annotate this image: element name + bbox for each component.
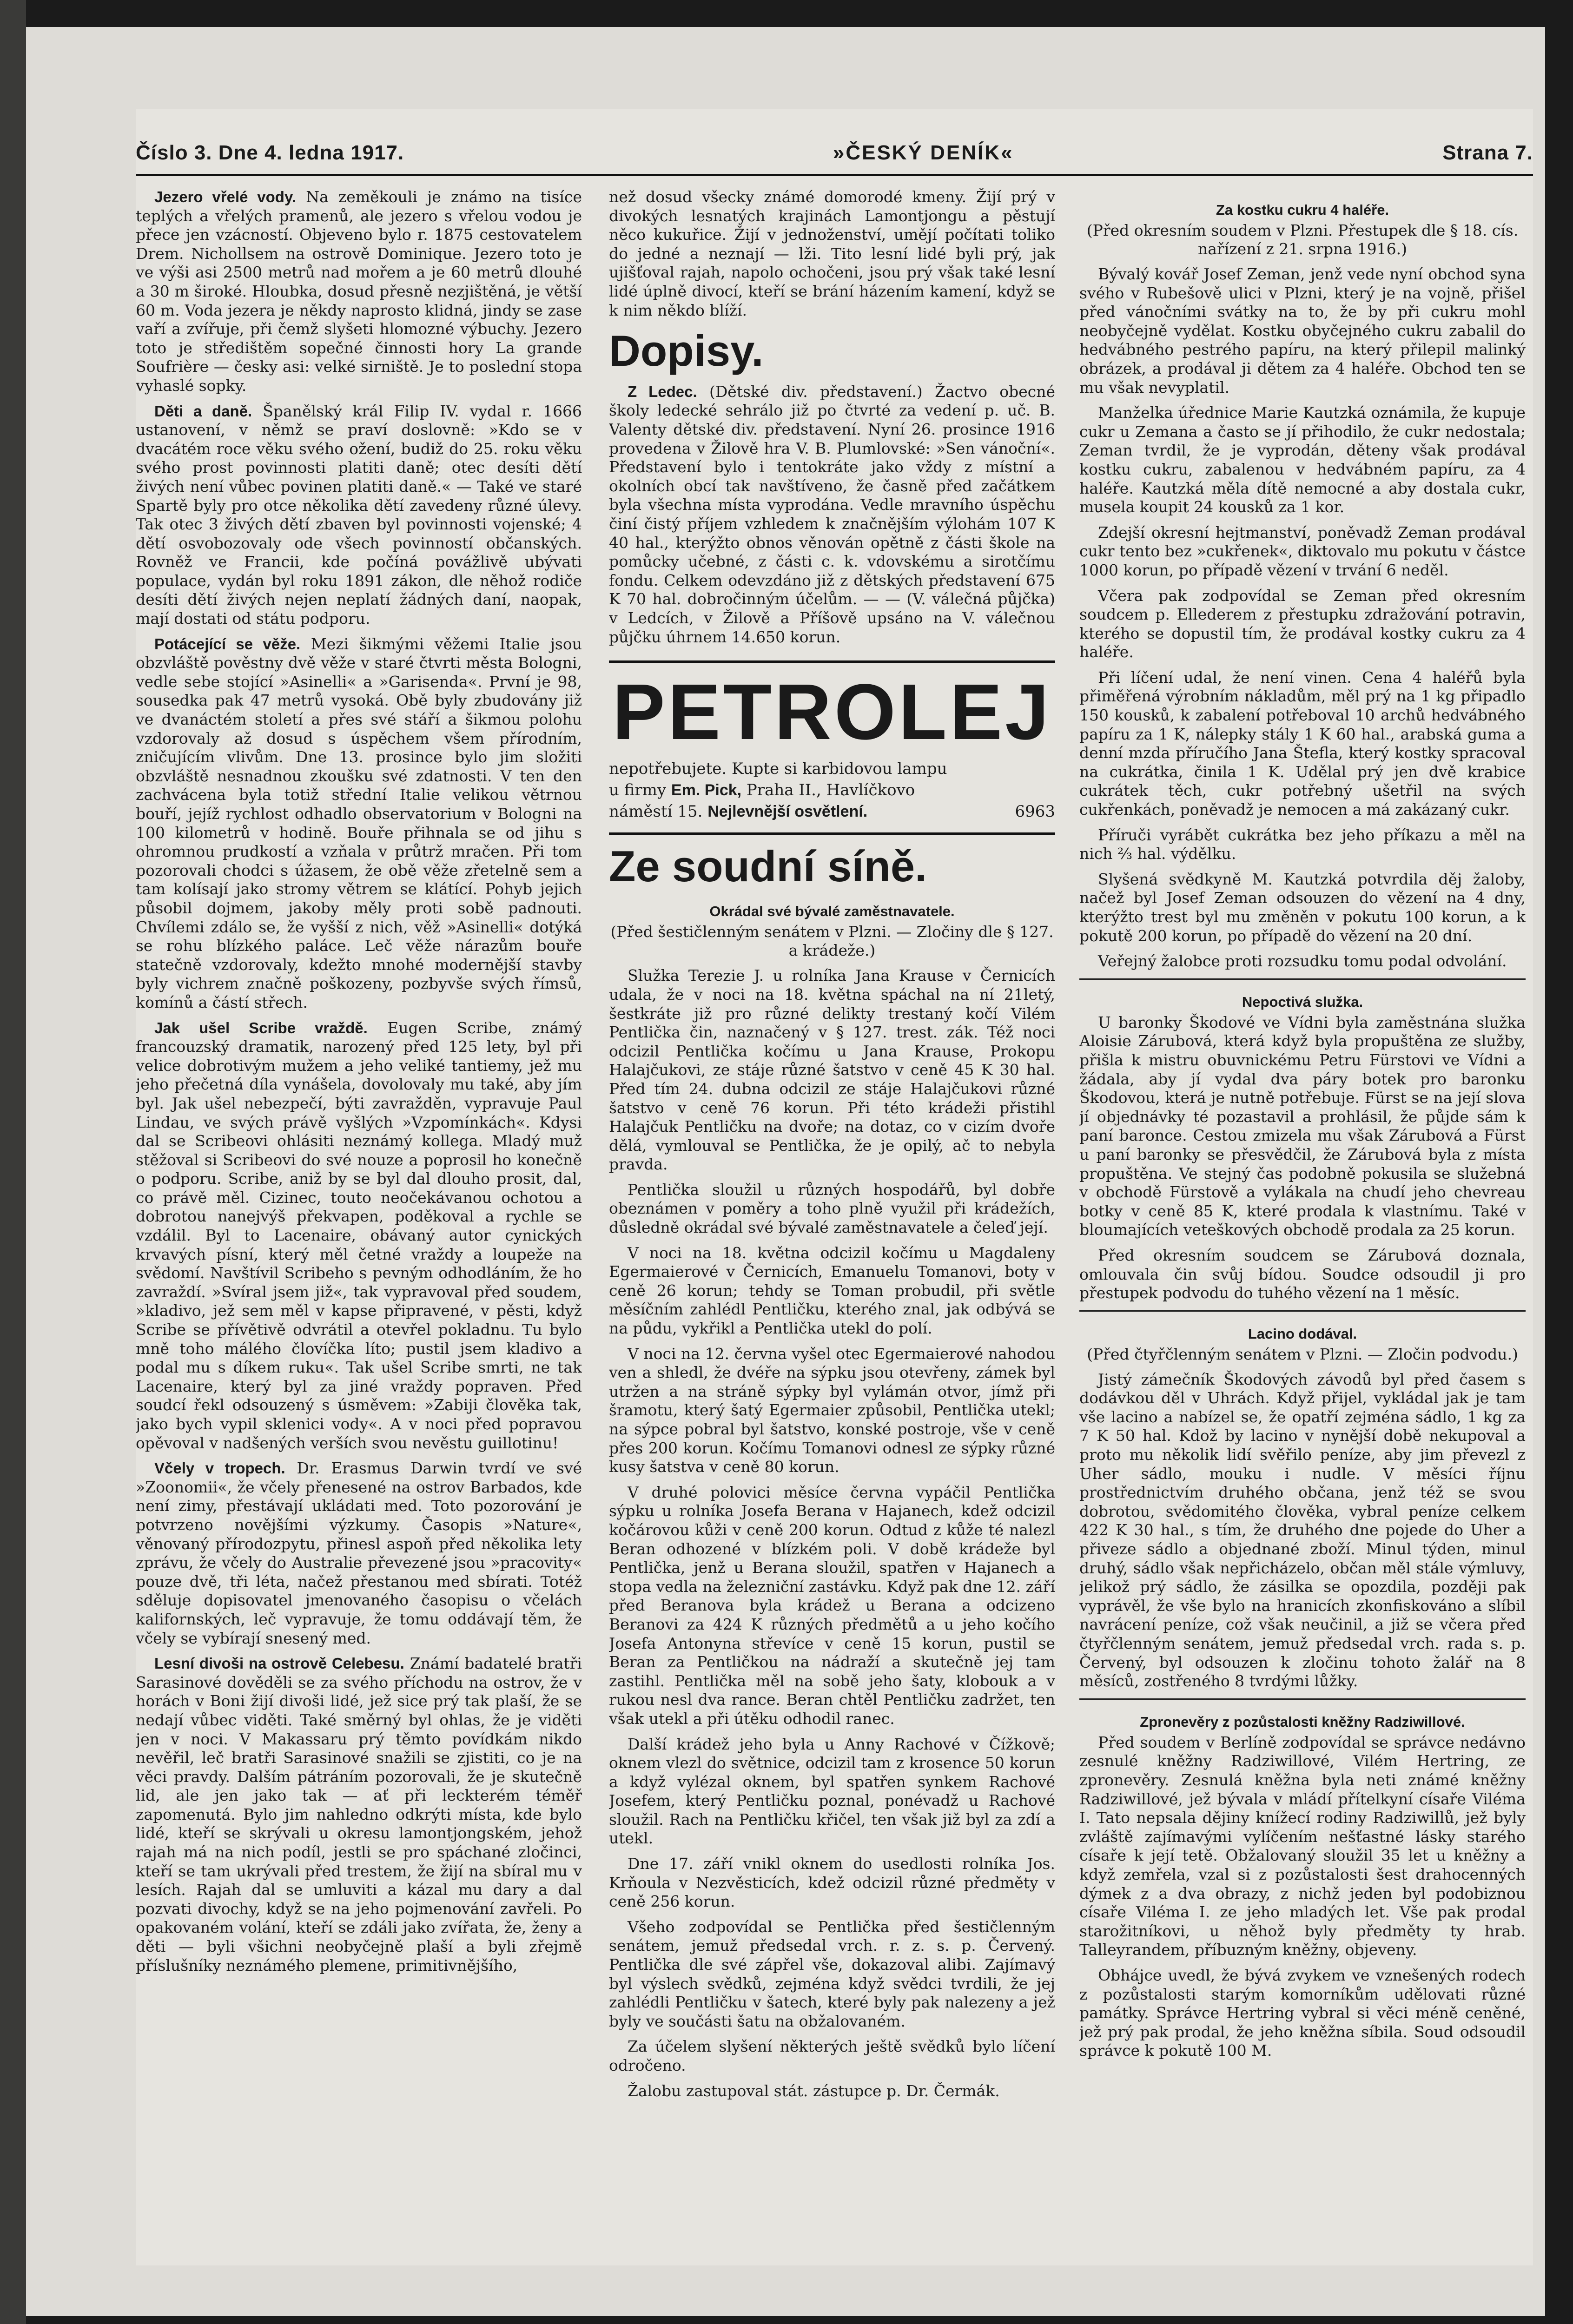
ad-text (609, 758, 1055, 822)
court-paragraph: Dne 17. září vnikl oknem do usedlosti rolníka Jos. Krňoula v Nezvěsticích, kdež odcizil různé předměty v ceně 256 korun. (609, 1855, 1055, 1911)
article-short (136, 635, 582, 1012)
article-lead: Potácející se věže. (154, 635, 301, 653)
article-paragraph: Při líčení udal, že není vinen. Cena 4 haléřů byla přiměřená výrobním nákladům, měl prý na 1 kg připadlo 150 kousků, k zabalení potřeboval 10 archů hedvábného papíru za 1 K, nálepky stály 1 K 60 hal., arabská guma a denní mzda příručího Jana Štefla, který kostky spracoval na cukrátka, činila 1 K. Udělal prý jen dvě krabice cukrátek těch, cukr potřebný ušetřil na svých cukřenkách, poněvadž je nemocen a má zakázaný cukr. (1079, 668, 1526, 819)
article-paragraph: Bývalý kovář Josef Zeman, jenž vede nyní obchod syna svého v Rubešově ulici v Plzni, který je na vojně, přišel před vánočními svátky na to, že by při cukru mohl neobyčejně vydělat. Kostku obyčejného cukru zabalil do hedvábného pestrého papíru, na který přilepil malinký obrázek, a prodával ji dětem za 4 haléře. Obchod ten se mu však nevyplatil. (1079, 265, 1526, 396)
article-paragraph: Před soudem v Berlíně zodpovídal se správce nedávno zesnulé kněžny Radziwillové, Vilém Hertring, ze zpronevěry. Zesnulá kněžna byla neti známé kněžny Radziwillové, jež bývala v mládí přítelkyní císaře Viléma I. Tato nepsala dějiny knížecí rodiny Radziwillů, jež byly zvláště zajímavými vylíčením nešťastné lásky starého císaře k její tetě. Obžalovaný sloužil 35 let u kněžny a když zemřela, vzal si z pozůstalosti šest drahocenných dýmek z a dva obrazy, z nichž jeden byl podobiznou císaře Viléma I. ze jeho mladých let. Vše pak prodal starožitníkovi, u něhož byly předměty ty hrab. Talleyrandem, příbuzným kněžny, objeveny. (1079, 1733, 1526, 1959)
article-paragraph: Manželka úřednice Marie Kautzká oznámila, že kupuje cukr u Zemana a často se jí přihodilo, že cukr nedostala; Zeman tvrdil, že je vyprodán, děteny však prodával kostku cukru, zabalenou v hedvábném papíru, za 4 haléře. Kautzká měla dítě nemocné a aby dostala cukr, musela koupit 24 kousků za 1 kor. (1079, 403, 1526, 516)
article-text: Mezi šikmými věžemi Italie jsou obzvláště pověstny dvě věže v staré čtvrti města Bologni, vedle sebe stojící »Asinelli« a »Garisenda«. První je 98, sousedka pak 47 metrů vysoká. Obě byly zbudovány již ve dvanáctém století a přes své stáří a šikmou polohu vzdorovaly až dosud s úspěchem všem přírodním, zničujícím vlivům. Dne 13. prosince bylo jim složiti obzvláště nesnadnou zkoušku své zdatnosti. V ten den zachvácena byla totiž střední Italie velikou větrnou bouří, jejíž rychlost odhadlo observatorium v Bologni na 100 kilometrů v hodině. Bouře přihnala se od jihu s ohromnou prudkostí a vzňala v průtrž mračen. Při tom pozorovali chodci s úžasem, že obě věže zřetelně sem a tam kolísají jako stromy větrem se klátící. Pohyb jejich působil dojmem, jakoby měly proti sobě padnouti. Chvílemi zdálo se, že vyšší z nich, věž »Asinelli« dotýká se rohu blízkého paláce. Leč věže nárazům bouře statečně vzdorovaly, kdežto mnohé modernější stavby byly vichrem značně poškozeny, pozbyvše svých římsů, komínů a částí střech. (136, 634, 582, 1011)
article-lead: Jak ušel Scribe vraždě. (154, 1019, 368, 1037)
article-paragraph: Veřejný žalobce proti rozsudku tomu podal odvolání. (1098, 952, 1507, 971)
court-headline: Okrádal své bývalé zaměstnavatele. (709, 903, 955, 920)
article-headline: Za kostku cukru 4 haléře. (1216, 202, 1389, 218)
ad-firm: Em. Pick, (671, 781, 742, 799)
article-text: než dosud všecky známé domorodé kmeny. Žijí prý v divokých lesnatých krajinách Lamontjongu a pěstují něco kukuřice. Žijí v jednoženství, umějí počítati toliko do jedné a neznají — lži. Tito lesní lidé byli prý, jak ujišťoval rajah, napolo ochočeni, jsou prý však také lesní lidé úplně divocí, kteří se brání házením kamení, když se k nim někdo blíží. (609, 188, 1055, 319)
article-paragraph: Zdejší okresní hejtmanství, poněvadž Zeman prodával cukr tento bez »cukřenek«, diktovalo mu pokutu v částce 1000 korun, po případě vězení v trvání 6 neděl. (1079, 523, 1526, 579)
article-separator (1079, 1698, 1526, 1700)
court-paragraph: Za účelem slyšení některých ještě svědků bylo líčení odročeno. (609, 2037, 1055, 2074)
court-paragraph: Všeho zodpovídal se Pentlička před šestičlenným senátem, jemuž předsedal vrch. r. z. s. p. Červený. Pentlička dle své zápřel vše, dokazoval alibi. Zajímavý byl výslech svědků, zejména když svědci tvrdili, že jej zahlédli Pentličku v šatech, které byly pak nalezeny a jež byly ve součásti šatu na obžalovaném. (609, 1917, 1055, 2030)
court-paragraph: Pentlička sloužil u různých hospodářů, byl dobře obeznámen v poměry a toho plně využil při krádežích, důsledně okrádal své bývalé zaměstnavatele a čeleď její. (609, 1180, 1055, 1237)
column-3 (1079, 188, 1526, 2261)
article-lead: Z Ledec. (628, 383, 697, 400)
article-headline: Zpronevěry z pozůstalosti kněžny Radziwillové. (1140, 1713, 1465, 1730)
column-1 (136, 188, 582, 2261)
article-headline: Nepoctivá služka. (1242, 993, 1363, 1010)
article-paragraph: Obhájce uvedl, že bývá zvykem ve vznešených rodech z pozůstalosti starým komorníkům udělovati různé památky. Správce Hertring vybral si věci méně ceněné, jež prý pak prodal, že jeho kněžna síbila. Soud odsoudil správce k pokutě 100 M. (1079, 1966, 1526, 2060)
article-lead: Lesní divoši na ostrově Celebesu. (154, 1655, 404, 1672)
masthead-title: »ČESKÝ DENÍK« (833, 141, 1014, 164)
article-text: Španělský král Filip IV. vydal r. 1666 ustanovení, v němž se praví doslovně: »Kdo se v dvacátém roce věku svého ožení, budiž do 25. roku věku svého prost povinnosti platiti daně; otec desíti dětí živých není vůbec povinen platiti daně.« — Také ve staré Spartě byly pro otce několika dětí zavedeny různé úlevy. Tak otec 3 živých dětí zbaven byl povinnosti vojenské; 4 dětí osvobozovaly ode všech povinností občanských. Rovněž ve Francii, kde počíná povážlivě ubývati populace, vydán byl roku 1891 zákon, dle něhož rodiče desíti dětí živých nejen neplatí žádných daní, naopak, mají dostati od státu podporu. (136, 402, 582, 628)
issue-date: Číslo 3. Dne 4. ledna 1917. (136, 141, 404, 164)
article-lead-tail: (Dětské div. představení.) (709, 382, 923, 401)
newspaper-sheet (26, 27, 1545, 2316)
advertisement-petrolej (609, 660, 1055, 822)
article-text: Dr. Erasmus Darwin tvrdí ve své »Zoonomii«, že včely přenesené na ostrov Barbados, kde není zimy, přestávají ukládati med. Toto pozorování je potvrzeno novějšími výzkumy. Časopis »Nature«, věnovaný přírodozpytu, přinesl aspoň před několika lety zprávu, že včely do Australie převezené jsou »pracovity« pouze dvě, tři léta, načež přestanou med sbírati. Totéž sděluje dopisovatel jmenovaného časopisu o včelách kalifornských, leč vypravuje, že tomu oddávají těm, že včely se vybírají snesený med. (136, 1459, 582, 1647)
article-headline: Lacino dodával. (1248, 1325, 1357, 1342)
ad-line-3: náměstí 15. (609, 802, 703, 821)
section-title-court: Ze soudní síně. (609, 841, 927, 891)
article-text: Žactvo obecné školy ledecké sehrálo již po čtvrté za vedení p. uč. B. Valenty dětské div. představení. Nyní 26. prosince 1916 provedena v Žilově hra V. B. Plumlovské: »Sen vánoční«. Představení bylo i tentokráte jako vždy z místní a okolních obcí tak navštíveno, že časně před začátkem byla všechna místa vyprodána. Vedle mravního úspěchu činí čistý příjem vzhledem k značnějším výlohám 107 K 40 hal., kterýžto obnos věnován opětně z části škole na pomůcky učebné, z části c. k. vdovskému a sirotčímu fondu. Celkem odevzdáno již z dětských představení 675 K 70 hal. dobročinným účelům. — — (V. válečná půjčka) v Ledcích, v Žilově a Příšově upsáno na V. válečnou půjčku úhrnem 14.650 korun. (609, 382, 1055, 646)
article-dopisy (609, 383, 1055, 647)
article-short (136, 1019, 582, 1453)
court-paragraph: Žalobu zastupoval stát. zástupce p. Dr. Čermák. (628, 2081, 1000, 2100)
article-text: Známí badatelé bratři Sarasinové dověděli se za svého příchodu na ostrov, že v horách v Boni žijí divoši lidé, jež sice prý tak plaší, že se nedají vůbec viděti. Také směrný byl ohlas, že je viděti jen v noci. V Makassaru prý těmto povídkám nikdo nevěřil, leč bratři Sarasinové snažili se zjistiti, co je na věci pravdy. Dalším pátráním pozorovali, že je skutečně lid, ale jen jako tak — ať při leckterém téměř zapomenutá. Bylo jim nahledno odkrýti místa, kde bylo lidé, kteří se skrývali u okresu lamontjongském, jehož rajah má na nich podíl, jestli se pro spáchané zločinci, kteří se tam ukrývali před trestem, že žijí na sbíral mu v lesích. Rajah dal se umluviti a kázal mu dary a dal pozvati divochy, když se na jeho pojmenování zavřeli. Po opakovaném volání, kteří se zdáli jako zvířata, že, ženy a děti — byli všichni neobyčejně plaší a byli zřejmě příslušníky neznámého plemene, primitivnějšího, (136, 1654, 582, 1974)
article-short (136, 1459, 582, 1648)
article-paragraph: U baronky Škodové ve Vídni byla zaměstnána služka Aloisie Zárubová, která když byla propuštěna ze služby, přišla k mistru obuvnickému Petru Fürstovi ve Vídni a žádala, aby jí vydal dva páry botek pro baronku Škodovou, která je nutně potřebuje. Fürst se na její slova jí objednávky té pozastavil a prohlásil, že půjde sám k paní baronce. Cestou zmizela mu však Zárubová a Fürst u paní baronky se přesvědčil, že Zárubová byla z místa propuštěna. Ve stejný čas podobně pokusila se služebná v obchodě Fürstově a vylákala na chudí jeho chevreau botky v ceně 85 K, které prodala k vlastnímu. Také v bloumajících veteškových obchodě prodala za 25 korun. (1079, 1013, 1526, 1239)
court-paragraph: V druhé polovici měsíce června vypáčil Pentlička sýpku u rolníka Josefa Berana v Hajanech, kdež odcizil kočárovou kůži v ceně 200 korun. Odtud z kůže té nalezl Beran odhozené v blízkém poli. V době krádeže byl Pentlička, jenž u Berana sloužil, spatřen v Hajanech a stopa vedla na železniční zastávku. Když pak dne 12. září před Beranova byla krádež u Berana a odcizeno Beranovi za 424 K různých předmětů a u jeho kočího Josefa Antonyna střevíce v ceně 15 korun, pustil se Beran za Pentličkou na nádraží a skutečně jej tam zastihl. Pentlička měl na sobě jeho šaty, klobouk a v rukou nesl dva rance. Beran chtěl Pentličku zadržet, ten však utekl a při útěku odhodil ranec. (609, 1483, 1055, 1728)
ad-slogan: Nejlevnější osvětlení. (707, 802, 868, 820)
header-rule (136, 174, 1533, 176)
article-lead: Jezero vřelé vody. (154, 188, 297, 205)
article-subheadline: (Před okresním soudem v Plzni. Přestupek dle § 18. cís. nařízení z 21. srpna 1916.) (1086, 221, 1519, 258)
page-header (136, 137, 1533, 169)
article-lead: Včely v tropech. (154, 1459, 285, 1477)
article-separator (1079, 978, 1526, 980)
article-paragraph: Jistý zámečník Škodových závodů byl před časem s dodávkou děl v Uhrách. Když přijel, vykládal jak je tam vše lacino a nabízel se, že opatří zejména sádlo, 1 kg za 7 K 50 hal. Kdož by lacino v nynější době nekupoval a proto mu několik lidí svěřilo peníze, aby jim převezl z Uher sádlo, mouku i nudle. V měsíci říjnu prostřednictvím druhého občana, jenž též se svou dobrotou, svědomitého člověka, vybral peníze celkem 422 K 30 hal., s tím, že druhého dne pojede do Uher a přiveze sádlo a objednané zboží. Minul týden, minul druhý, sádlo však nepřicházelo, občan měl stále výmluvy, jelikož prý sádlo, že zásilka se opozdila, později pak vyprávěl, že vše bylo na hranicích zkonfiskováno a slíbil navrácení peníze, což však neučinil, a již se včera před čtyřčlenným senátem, jemuž předsedal vrch. rada s. p. Červený, byl odsouzen k zločinu tohoto žalář na 8 měsíců, zostřeného 8 tvrdými lůžky. (1079, 1370, 1526, 1690)
court-subheadline: (Před šestičlenným senátem v Plzni. — Zločiny dle § 127. a krádeže.) (610, 923, 1054, 960)
page-number: Strana 7. (1442, 141, 1533, 164)
court-paragraph: V noci na 12. června vyšel otec Egermaierové nahodou ven a shledl, že dvéře na sýpku jsou otevřeny, zámek byl utržen a na stráně sýpky byl vylámán otvor, jímž při šramotu, který šatý Egermaier způsobil, Pentlička utekl; na sýpce pobral byl šatstvo, konské postroje, vše v ceně přes 200 korun. Kočímu Tomanovi odnesl ze sýpky různé kusy šatstva v ceně 80 korun. (609, 1344, 1055, 1476)
court-paragraph: Služka Terezie J. u rolníka Jana Krause v Černicích udala, že v noci na 18. května spáchal na ní 21letý, šestkráte již pro různé delikty trestaný kočí Vilém Pentlička čin, naznačený v § 127. trest. zák. Též noci odcizil Pentlička kočímu u Jana Krause, Prokopu Halajčukovi, ze stáje různé šatstvo v ceně 45 K 30 hal. Před tím 24. dubna odcizil ze stáje Halajčukovi různé šatstvo v ceně 76 korun. Při této krádeži přistihl Halajčuk Pentličku na dvoře; na dotaz, co v cizím dvoře dělá, vymlouval se Pentlička, že je opilý, ač to nebyla pravda. (609, 966, 1055, 1174)
article-short (136, 1654, 582, 1975)
article-paragraph: Slyšená svědkyně M. Kautzká potvrdila děj žaloby, načež byl Josef Zeman odsouzen do vězení na 4 dny, kterýžto trest byl mu změněn v pokutu 100 korun, a k pokutě 200 korun, po případě do vězení na 20 dní. (1079, 870, 1526, 945)
article-paragraph: Včera pak zodpovídal se Zeman před okresním soudcem p. Ellederem z přestupku zdražování potravin, kterého se dopustil tím, že prodával kostky cukru za 4 haléře. (1079, 586, 1526, 661)
court-paragraph: Další krádež jeho byla u Anny Rachové v Čížkově; oknem vlezl do světnice, odcizil tam z krosence 50 korun a když vylézal oknem, byl spatřen synkem Rachové Josefem, který Pentličku poznal, ponévadž u Rachové sloužil. Rach na Pentličku křičel, ten však již byl za zdí a utekl. (609, 1735, 1055, 1848)
ad-line-2a: u firmy (609, 780, 667, 799)
newspaper-page (136, 109, 1533, 2265)
article-short (136, 188, 582, 396)
ad-code: 6963 (1015, 802, 1055, 821)
article-continued (609, 188, 1055, 320)
court-paragraph: V noci na 18. května odcizil kočímu u Magdaleny Egermaierové v Černicích, Emanuelu Tomanovi, boty v ceně 26 korun; tehdy se Toman probudil, při světle měsíčním zahlédl Pentličku, kterého znal, jak odbývá se na půdu, vykřikl a Pentlička utekl do polí. (609, 1243, 1055, 1338)
ad-line-1: nepotřebujete. Kupte si karbidovou lampu (609, 759, 947, 778)
ad-line-2b: Praha II., Havlíčkovo (746, 780, 915, 799)
article-subheadline: (Před čtyřčlenným senátem v Plzni. — Zločin podvodu.) (1087, 1345, 1518, 1363)
article-text: Eugen Scribe, známý francouzský dramatik, narozený před 125 lety, byl při velice dobrotivým mužem a jeho veliké tantiemy, jež mu jeho přečetná díla vynášela, dovolovaly mu také, aby jím byl. Jak ušel nebezpečí, býti zavražděn, vypravuje Paul Lindau, ve svých právě vyšlých »Vzpomínkách«. Kdysi dal se Scribeovi ohlásiti neznámý kollega. Mladý muž stěžoval si Scribeovi do své nouze a poprosil ho konečně o podporu. Scribe, aniž by se byl dal dlouho prosit, dal, co právě měl. Cizinec, touto neočekávanou ochotou a dobrotou nanejvýš překvapen, poděkoval a rychle se vzdálil. Byl to Lacenaire, obávaný autor cynických krvavých písní, který měl četné vraždy a loupeže na svědomí. Navštívil Scribeho s pevným odhodláním, že ho zavraždí. »Svíral jsem již«, tak vypravoval před soudem, »kladivo, jež sem měl v kapse připravené, v pěsti, když Scribe se přívětivě odvrátil a otevřel pokladnu. Tu bylo mně toho málého človíčka líto; pustil jsem kladivo a podal mu s díkem ruku«. Tak ušel Scribe smrti, ne tak Lacenaire, který byl za jiné vraždy popraven. Před soudcí řekl odsouzený s úsměvem: »Zabiji člověka tak, jako bych vypil sklenici vody«. A v noci před popravou opěvoval v nadšených verších svou nevěstu guillotinu! (136, 1018, 582, 1452)
article-paragraph: Před okresním soudcem se Zárubová doznala, omlouvala čin svůj bídou. Soudce odsoudil ji pro přestupek podvodu do tuhého vězení na 1 měsíc. (1079, 1246, 1526, 1302)
section-title-dopisy: Dopisy. (609, 326, 764, 376)
article-separator (1079, 1310, 1526, 1312)
article-lead: Děti a daně. (154, 402, 252, 420)
article-text: Na zeměkouli je známo na tisíce teplých a vřelých pramenů, ale jezero s vřelou vodou je přece jen vzácností. Objeveno bylo r. 1875 cestovatelem Drem. Nichollsem na ostrově Dominique. Jezero toto je ve výši asi 2500 metrů nad mořem a je 60 metrů dlouhé a 30 m široké. Hloubka, dosud přesně nezjištěná, je větší 60 m. Voda jezera je někdy naprosto klidná, jindy se zase vaří a zvířuje, při čemž slyšeti hlomozné výbuchy. Jezero toto je středištěm sopečné činnosti hory La grande Soufrière — česky asi: velké sirniště. Je to poslední stopa vyhaslé sopky. (136, 188, 582, 395)
ad-headline: PETROLEJ (612, 668, 1052, 757)
article-short (136, 402, 582, 628)
binding-edge (0, 0, 26, 2324)
ad-rule (609, 832, 1055, 835)
article-paragraph: Příruči vyrábět cukrátka bez jeho příkazu a měl na nich ⅔ hal. výdělku. (1079, 825, 1526, 863)
column-2 (609, 188, 1055, 2261)
